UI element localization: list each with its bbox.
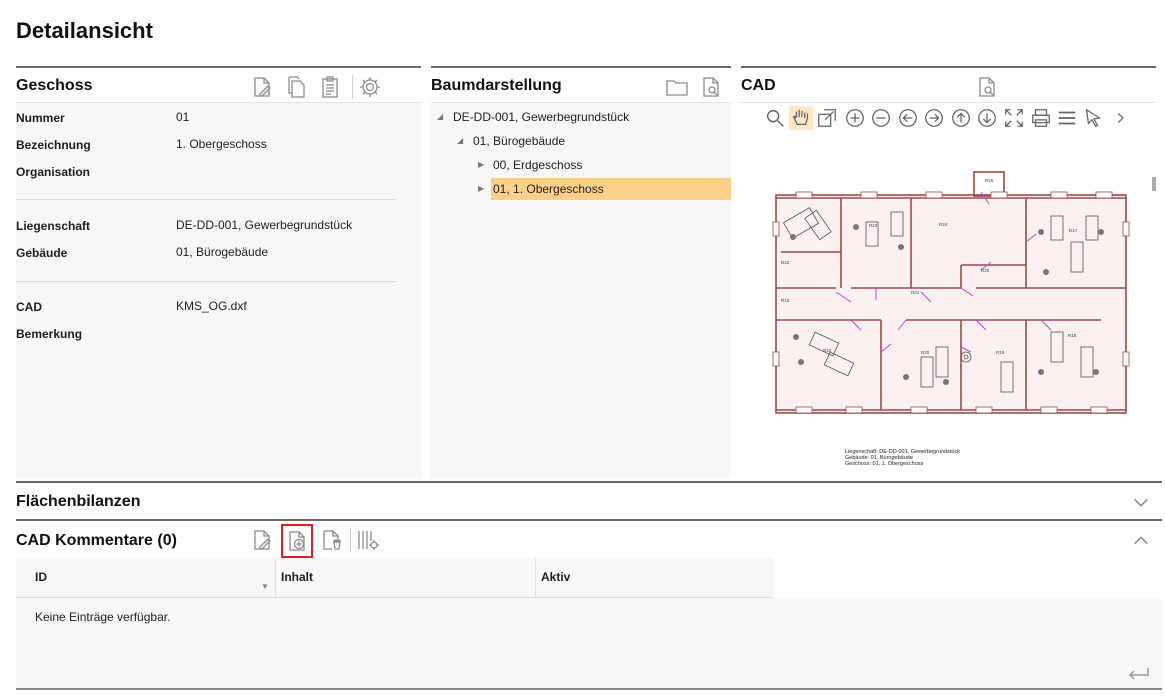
column-separator[interactable] <box>275 558 276 598</box>
field-label-bezeichnung: Bezeichnung <box>16 138 91 152</box>
add-document-icon[interactable] <box>281 524 313 558</box>
document-search-icon[interactable] <box>697 73 725 101</box>
chevron-down-icon[interactable] <box>1130 491 1152 513</box>
flaechen-section[interactable] <box>16 481 1162 518</box>
field-separator <box>16 199 396 200</box>
plan-legend-line: Geschoss: 01, 1. Obergeschoss <box>845 461 924 467</box>
plan-legend-line: Liegenschaft: DE-DD-001, Gewerbegrundstück <box>845 449 960 455</box>
tree-node[interactable]: 00, Erdgeschoss <box>493 158 583 172</box>
column-settings-icon[interactable] <box>354 526 382 554</box>
arrow-left-icon[interactable] <box>896 106 920 130</box>
copy-document-icon[interactable] <box>282 73 310 101</box>
expand-arrow-icon[interactable]: ◢ <box>457 136 464 145</box>
baum-panel <box>431 66 731 478</box>
room-label: R19 <box>996 350 1005 355</box>
column-header-inhalt[interactable]: Inhalt <box>281 570 313 584</box>
field-label-nummer: Nummer <box>16 111 65 125</box>
arrow-up-icon[interactable] <box>949 106 973 130</box>
zoom-out-icon[interactable] <box>869 106 893 130</box>
room-label: R21 <box>911 290 920 295</box>
expand-arrow-icon[interactable]: ◢ <box>437 112 444 121</box>
cad-header <box>741 66 1156 103</box>
column-header-id[interactable]: ID <box>35 570 47 584</box>
room-label: R16 <box>823 348 832 353</box>
field-value-nummer: 01 <box>176 110 190 124</box>
fit-extents-icon[interactable] <box>1002 106 1026 130</box>
collapse-arrow-icon[interactable]: ▶ <box>478 160 485 169</box>
gear-icon[interactable] <box>356 73 384 101</box>
field-label-liegenschaft: Liegenschaft <box>16 219 91 233</box>
room-label: R15 <box>781 298 790 303</box>
field-value-liegenschaft: DE-DD-001, Gewerbegrundstück <box>176 218 353 232</box>
comments-grid-body <box>16 598 1162 690</box>
toolbar-separator <box>350 528 351 552</box>
folder-icon[interactable] <box>663 73 691 101</box>
field-label-gebaeude: Gebäude <box>16 246 68 260</box>
pan-hand-icon[interactable] <box>789 106 813 130</box>
arrow-right-icon[interactable] <box>922 106 946 130</box>
field-separator <box>16 281 396 282</box>
zoom-in-icon[interactable] <box>843 106 867 130</box>
column-header-aktiv[interactable]: Aktiv <box>541 570 571 584</box>
sort-icon[interactable]: ▼ <box>261 582 269 591</box>
geschoss-title: Geschoss <box>16 77 93 94</box>
more-chevron-icon[interactable] <box>1109 106 1133 130</box>
geschoss-header <box>16 66 421 103</box>
field-label-cad: CAD <box>16 300 42 314</box>
field-label-bemerkung: Bemerkung <box>16 327 83 341</box>
room-label: R23 <box>869 223 878 228</box>
field-label-organisation: Organisation <box>16 165 91 179</box>
cad-viewer[interactable] <box>741 132 1156 478</box>
edit-document-icon[interactable] <box>248 526 276 554</box>
toolbar-separator <box>352 75 353 99</box>
field-value-cad: KMS_OG.dxf <box>176 299 247 313</box>
room-label: R22 <box>781 260 790 265</box>
page-title: Detailansicht <box>16 18 153 43</box>
chevron-up-icon[interactable] <box>1130 530 1152 552</box>
room-label: R26 <box>985 178 994 183</box>
delete-document-icon[interactable] <box>318 526 346 554</box>
baum-title: Baumdarstellung <box>431 77 562 94</box>
room-label: R17 <box>1069 228 1078 233</box>
collapse-arrow-icon[interactable]: ▶ <box>478 184 485 193</box>
arrow-down-icon[interactable] <box>975 106 999 130</box>
return-arrow-icon[interactable] <box>1126 664 1150 684</box>
scrollbar-thumb[interactable] <box>1152 177 1156 191</box>
empty-message: Keine Einträge verfügbar. <box>35 610 171 624</box>
field-value-gebaeude: 01, Bürogebäude <box>176 245 269 259</box>
column-separator[interactable] <box>535 558 536 598</box>
tree-node[interactable]: DE-DD-001, Gewerbegrundstück <box>453 110 630 124</box>
floor-plan <box>741 132 1156 478</box>
flaechen-title: Flächenbilanzen <box>16 493 141 510</box>
tree-node[interactable]: 01, Bürogebäude <box>473 134 566 148</box>
document-search-icon[interactable] <box>973 73 1001 101</box>
cad-title: CAD <box>741 77 776 94</box>
kommentare-section <box>16 519 1162 558</box>
tree-node-selected[interactable]: 01, 1. Obergeschoss <box>491 178 731 200</box>
room-label: R24 <box>939 222 948 227</box>
field-value-bezeichnung: 1. Obergeschoss <box>176 137 267 151</box>
select-pointer-icon[interactable] <box>1081 106 1105 130</box>
room-label: R20 <box>921 350 930 355</box>
zoom-window-icon[interactable] <box>815 106 839 130</box>
baum-header <box>431 66 731 103</box>
plan-legend-line: Gebäude: 01, Bürogebäude <box>845 455 913 461</box>
room-label: R18 <box>1068 333 1077 338</box>
kommentare-title: CAD Kommentare (0) <box>16 532 177 549</box>
zoom-icon[interactable] <box>763 106 787 130</box>
room-label: R25 <box>981 268 990 273</box>
clipboard-icon[interactable] <box>316 73 344 101</box>
geschoss-panel <box>16 66 421 478</box>
layers-menu-icon[interactable] <box>1055 106 1079 130</box>
edit-document-icon[interactable] <box>248 73 276 101</box>
print-icon[interactable] <box>1029 106 1053 130</box>
comments-grid-header <box>16 558 774 598</box>
